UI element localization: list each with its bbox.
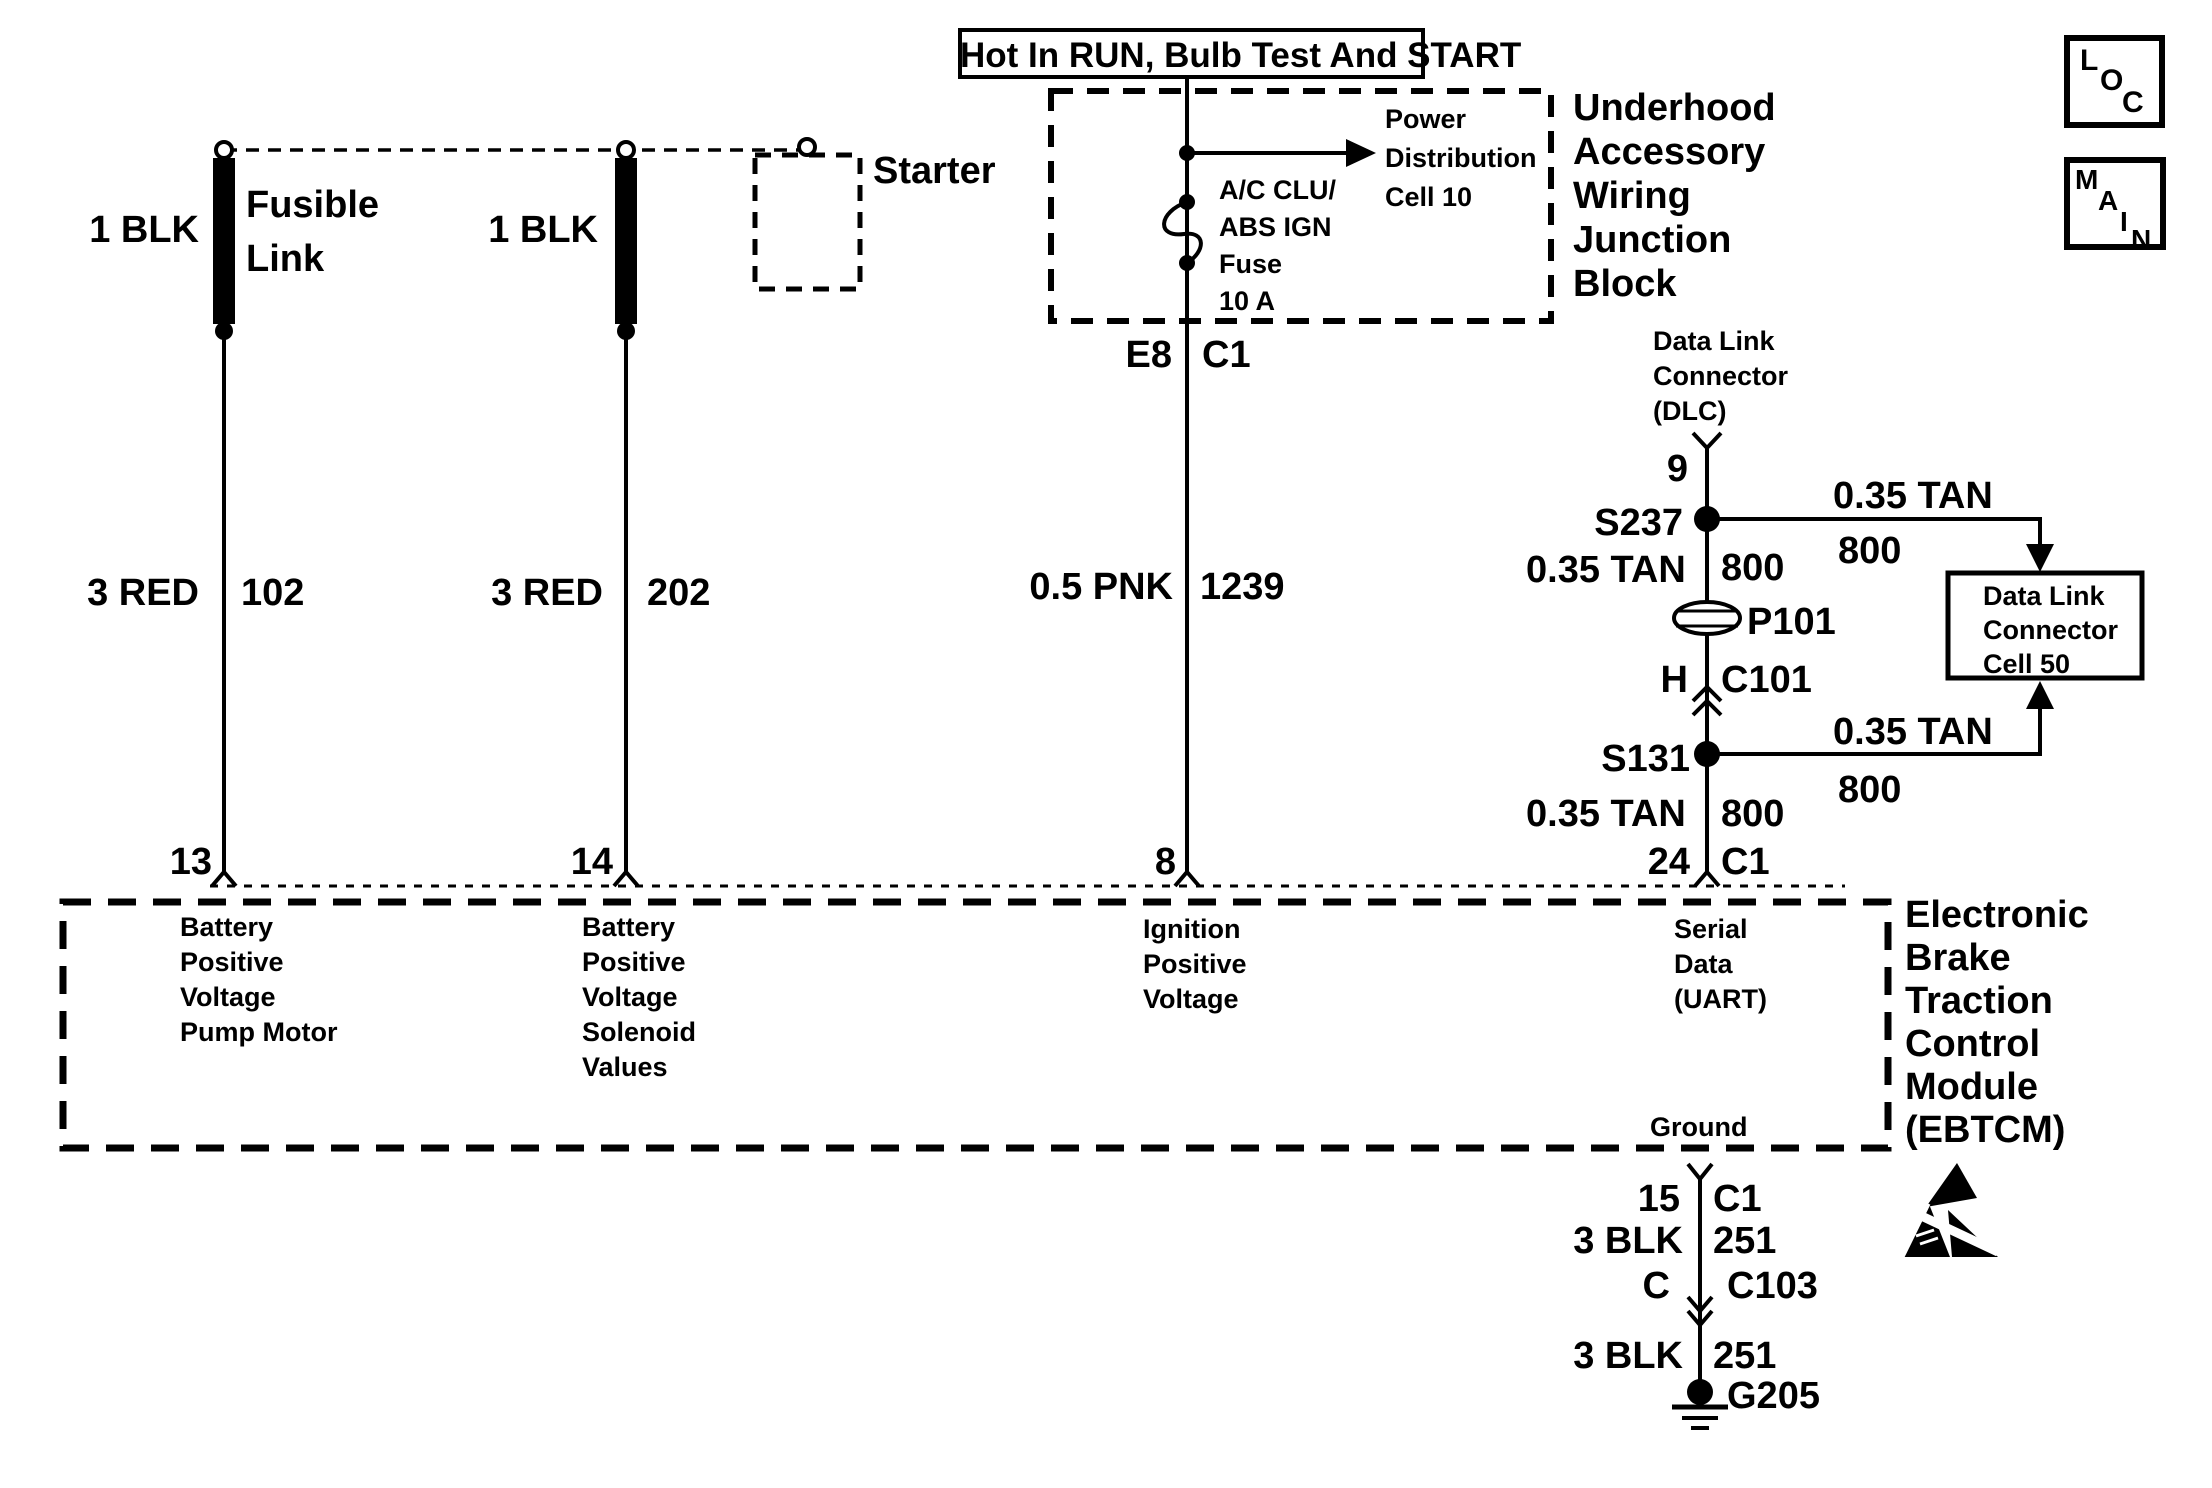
branch2-wire-label: 0.35 TAN: [1833, 711, 1993, 753]
ebtcm-name: Electronic Brake Traction Control Module (EBTCM): [1905, 894, 2089, 1151]
starter-label: Starter: [873, 150, 996, 192]
pin-14: 14: [570, 841, 613, 883]
module-pin-24: 24: [1647, 841, 1690, 883]
module-pin-chevrons: [212, 872, 1719, 886]
main-letter-a: A: [2098, 185, 2119, 216]
branch1-circuit: 800: [1838, 530, 1902, 572]
wire3-circuit: 1239: [1200, 566, 1285, 608]
ground-pin-15: 15: [1637, 1178, 1680, 1220]
starter-box: [755, 139, 860, 289]
main-letter-n: N: [2131, 224, 2152, 255]
dlc-name: Data Link Connector (DLC): [1653, 326, 1788, 426]
ground-wire1-circuit: 251: [1713, 1220, 1777, 1262]
arrowhead-up: [2026, 681, 2054, 709]
main-letter-m: M: [2075, 164, 2099, 195]
branch1-wire-label: 0.35 TAN: [1833, 475, 1993, 517]
dlc-connector-chevron: [1693, 433, 1721, 448]
loc-letter-l: L: [2080, 44, 2099, 77]
esd-sensitive-icon: [1903, 1163, 1998, 1257]
arrowhead-down: [2026, 544, 2054, 572]
hot-banner-label: Hot In RUN, Bulb Test And START: [960, 36, 1522, 75]
junction-pin-e8: E8: [1125, 334, 1172, 376]
wire2-size-color: 3 RED: [491, 572, 603, 614]
ground-symbol: [1672, 1379, 1728, 1428]
branch2-circuit: 800: [1838, 769, 1902, 811]
ground-wire2-color: 3 BLK: [1573, 1335, 1683, 1377]
pin-8: 8: [1154, 841, 1176, 883]
main-letter-i: I: [2120, 206, 2128, 237]
pin24-function: Serial Data (UART): [1674, 914, 1767, 1014]
ground-ref-g205: G205: [1727, 1375, 1820, 1417]
fuse-label: A/C CLU/ ABS IGN Fuse 10 A: [1219, 175, 1336, 316]
p101-grommet-symbol: [1674, 602, 1740, 634]
ground-function-label: Ground: [1650, 1112, 1748, 1142]
tan2-wire-label: 0.35 TAN: [1526, 793, 1686, 835]
junction-conn-c1: C1: [1202, 334, 1251, 376]
pin14-function: Battery Positive Voltage Solenoid Values: [582, 912, 696, 1082]
loc-letter-o: O: [2100, 64, 2124, 97]
pin8-function: Ignition Positive Voltage: [1143, 914, 1247, 1014]
wire3-size-color: 0.5 PNK: [1029, 566, 1173, 608]
data-link-cell-label: Data Link Connector Cell 50: [1983, 581, 2118, 679]
p101-label: P101: [1747, 601, 1836, 643]
c103-pin-c: C: [1642, 1265, 1670, 1307]
junction-block-name: Underhood Accessory Wiring Junction Block: [1573, 87, 1776, 305]
wire1-size-color: 3 RED: [87, 572, 199, 614]
splice-s237-label: S237: [1594, 502, 1683, 544]
link2-wire-color: 1 BLK: [488, 209, 598, 251]
splice-s131-label: S131: [1601, 738, 1690, 780]
tan2-circuit: 800: [1721, 793, 1785, 835]
wire2-circuit: 202: [647, 572, 711, 614]
module-conn-c1: C1: [1721, 841, 1770, 883]
c101-pin-h: H: [1660, 659, 1688, 701]
tan1-wire-label: 0.35 TAN: [1526, 549, 1686, 591]
ground-exit-chevron: [1688, 1164, 1712, 1179]
ground-wire1-color: 3 BLK: [1573, 1220, 1683, 1262]
link1-wire-color: 1 BLK: [89, 209, 199, 251]
dlc-pin-9: 9: [1666, 448, 1688, 490]
c103-label: C103: [1727, 1265, 1818, 1307]
tan1-circuit: 800: [1721, 547, 1785, 589]
loc-letter-c: C: [2122, 86, 2144, 119]
ground-wire2-circuit: 251: [1713, 1335, 1777, 1377]
ground-conn-c1: C1: [1713, 1178, 1762, 1220]
pin13-function: Battery Positive Voltage Pump Motor: [180, 912, 338, 1047]
wire1-circuit: 102: [241, 572, 305, 614]
power-distribution-label: Power Distribution Cell 10: [1385, 104, 1537, 212]
fusible-link-label: Fusible Link: [246, 184, 380, 280]
vertical-wires: [224, 77, 1707, 1381]
c101-label: C101: [1721, 659, 1812, 701]
pin-13: 13: [169, 841, 212, 883]
